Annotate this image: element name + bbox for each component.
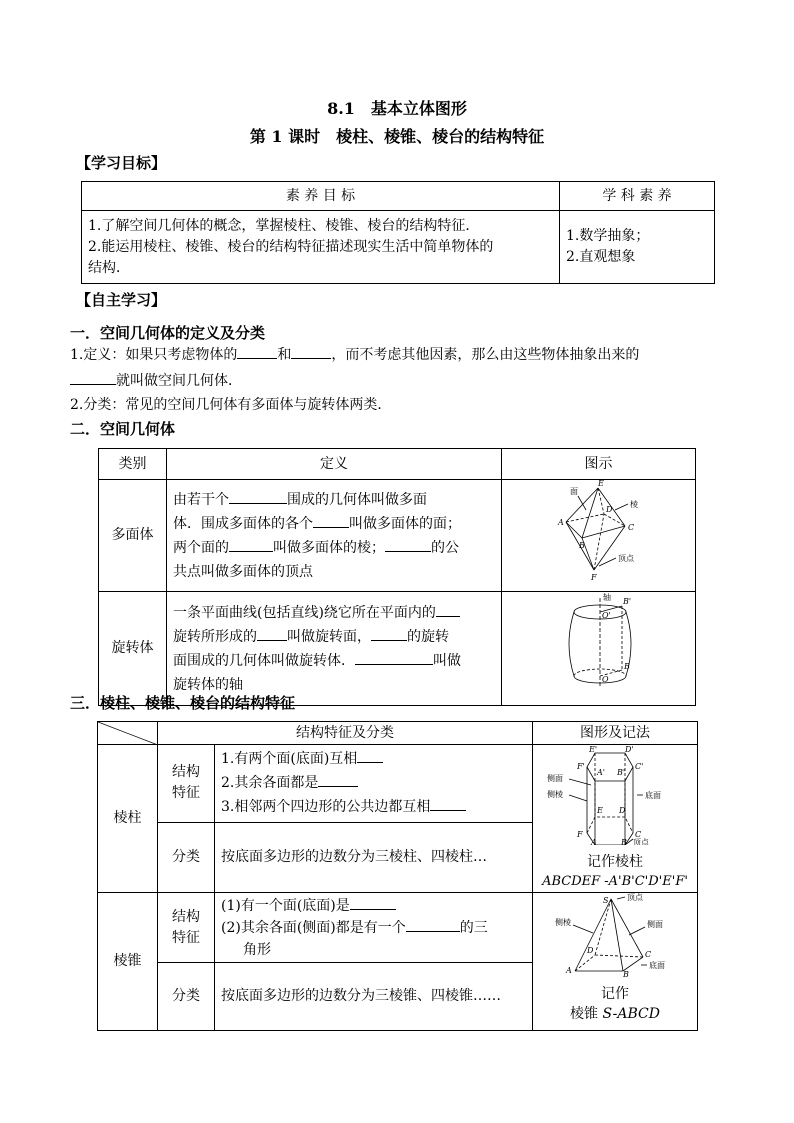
prism-classify-label: 分类 [158, 822, 215, 892]
blank [430, 796, 466, 811]
svg-text:S: S [603, 896, 609, 905]
svg-text:D: D [619, 806, 626, 815]
svg-text:D': D' [625, 745, 634, 754]
svg-text:B: B [623, 970, 629, 977]
svg-text:E': E' [589, 745, 598, 754]
prism-figure-cell [533, 745, 698, 893]
pyramid-classify-text: 按底面多边形的边数分为三棱锥、四棱锥…… [215, 963, 533, 1031]
prism-notation: ABCDEF -A'B'C'D'E'F' [542, 874, 688, 889]
literacy-line: 2.直观想象 [566, 249, 636, 265]
hexagonal-prism-figure [533, 745, 698, 845]
polyhedron-figure-cell [502, 480, 696, 592]
blank [357, 748, 383, 763]
prism-caption: 记作棱柱 [587, 854, 643, 870]
goal-line: 结构． [88, 259, 130, 276]
octahedron-figure [502, 480, 696, 584]
header-definition: 定义 [167, 449, 502, 480]
blank [436, 602, 460, 617]
svg-text:A': A' [597, 768, 605, 777]
definition-line-2: 就叫做空间几何体． [70, 370, 242, 392]
pyramid-figure-cell [533, 893, 698, 1031]
classification-line: 2.分类：常见的空间几何体有多面体与旋转体两类． [70, 397, 392, 413]
goal-line: 1.了解空间几何体的概念，掌握棱柱、棱锥、棱台的结构特征． [88, 217, 480, 234]
pyramid-caption: 记作 [601, 986, 629, 1002]
svg-text:D: D [606, 505, 613, 514]
part2-heading: 二．空间几何体 [70, 420, 176, 438]
pyramid-label: 棱锥 [98, 893, 158, 1031]
svg-text:A: A [558, 518, 564, 527]
barrel-figure [502, 592, 696, 698]
blank [229, 537, 273, 552]
svg-text:侧棱: 侧棱 [547, 790, 563, 799]
svg-text:面: 面 [570, 487, 578, 496]
part3-heading: 三．棱柱、棱锥、棱台的结构特征 [70, 694, 296, 712]
solids-table [98, 448, 696, 706]
goals-header-left: 素 养 目 标 [82, 182, 560, 211]
blank [313, 513, 349, 528]
svg-text:侧棱: 侧棱 [555, 918, 571, 927]
goals-header-right: 学 科 素 养 [560, 182, 715, 211]
prism-structure-text: 1.有两个面(底面)互相 2.其余各面都是 3.相邻两个四边形的公共边都互相 [215, 745, 533, 823]
blank [371, 626, 407, 641]
blank [237, 344, 277, 359]
svg-text:顶点: 顶点 [633, 838, 649, 845]
polyhedron-label: 多面体 [99, 480, 167, 592]
svg-text:O': O' [602, 611, 611, 620]
blank [257, 626, 287, 641]
svg-text:侧面: 侧面 [547, 774, 563, 783]
goals-right-cell [560, 211, 715, 284]
prism-label: 棱柱 [98, 745, 158, 893]
svg-text:E: E [597, 806, 603, 815]
blank [350, 895, 396, 910]
pyramid-structure-label: 结构 特征 [158, 893, 215, 963]
svg-text:底面: 底面 [645, 791, 661, 800]
header-figure-notation: 图形及记法 [533, 722, 698, 745]
header-figure: 图示 [502, 449, 696, 480]
blank [229, 489, 287, 504]
part1-heading: 一．空间几何体的定义及分类 [70, 324, 266, 342]
svg-text:D: D [587, 946, 594, 955]
learning-goals-heading: 【学习目标】 [76, 154, 167, 172]
goals-table [81, 181, 715, 284]
solid-of-revolution-label: 旋转体 [99, 592, 167, 706]
blank [291, 344, 331, 359]
definition-line: 1.定义：如果只考虑物体的 和 ，而不考虑其他因素，那么由这些物体抽象出来的 [70, 344, 639, 366]
svg-text:底面: 底面 [649, 961, 665, 970]
structure-table [97, 721, 698, 1031]
svg-text:B: B [624, 662, 630, 671]
blank [406, 917, 460, 932]
header-structure: 结构特征及分类 [158, 722, 533, 745]
svg-text:C': C' [635, 762, 644, 771]
pyramid-figure [533, 893, 698, 977]
blank [318, 772, 358, 787]
blank [70, 370, 116, 385]
svg-text:A: A [566, 966, 572, 975]
svg-text:顶点: 顶点 [618, 554, 634, 563]
pyramid-classify-label: 分类 [158, 963, 215, 1031]
prism-classify-text: 按底面多边形的边数分为三棱柱、四棱柱… [215, 822, 533, 892]
prism-structure-label: 结构 特征 [158, 745, 215, 823]
polyhedron-definition: 由若干个 围成的几何体叫做多面 体．围成多面体的各个 叫做多面体的面； 两个面的 叫做多面体的棱； 的公 共点叫做多面体的顶点 [167, 480, 502, 592]
svg-text:A: A [591, 838, 597, 845]
goal-line: 2.能运用棱柱、棱锥、棱台的结构特征描述现实生活中简单物体的 [88, 238, 494, 255]
svg-text:轴: 轴 [603, 593, 611, 602]
svg-text:O: O [602, 675, 609, 684]
svg-text:C: C [628, 523, 635, 532]
svg-text:B: B [621, 838, 627, 845]
svg-text:顶点: 顶点 [627, 893, 643, 902]
blank [355, 650, 433, 665]
revolution-figure-cell [502, 592, 696, 706]
svg-text:F: F [591, 573, 597, 582]
lesson-section-title: 8.1 基本立体图形 [327, 99, 467, 118]
pyramid-structure-text: (1)有一个面(底面)是 (2)其余各面(侧面)都是有一个 的三 角形 [215, 893, 533, 963]
svg-text:棱: 棱 [630, 500, 638, 509]
literacy-line: 1.数学抽象； [566, 228, 650, 244]
svg-text:B': B' [617, 768, 626, 777]
svg-text:侧面: 侧面 [647, 920, 663, 929]
svg-text:E: E [598, 480, 604, 488]
header-category: 类别 [99, 449, 167, 480]
svg-text:F: F [577, 830, 583, 839]
solid-of-revolution-definition: 一条平面曲线(包括直线)绕它所在平面内的 旋转所形成的 叫做旋转面， 的旋转 面围成的几何体叫做旋转体． 叫做 旋转体的轴 [167, 592, 502, 706]
self-study-heading: 【自主学习】 [76, 291, 167, 309]
lesson-title: 第 1 课时 棱柱、棱锥、棱台的结构特征 [249, 127, 545, 146]
pyramid-notation: 棱锥 S-ABCD [570, 1006, 660, 1022]
svg-text:C: C [635, 830, 642, 839]
svg-text:B': B' [623, 597, 632, 606]
svg-text:C: C [645, 950, 652, 959]
svg-text:B: B [579, 541, 585, 550]
svg-text:F': F' [577, 762, 585, 771]
blank [385, 537, 431, 552]
goals-left-cell [82, 211, 560, 284]
diagonal-header-cell [98, 722, 158, 745]
